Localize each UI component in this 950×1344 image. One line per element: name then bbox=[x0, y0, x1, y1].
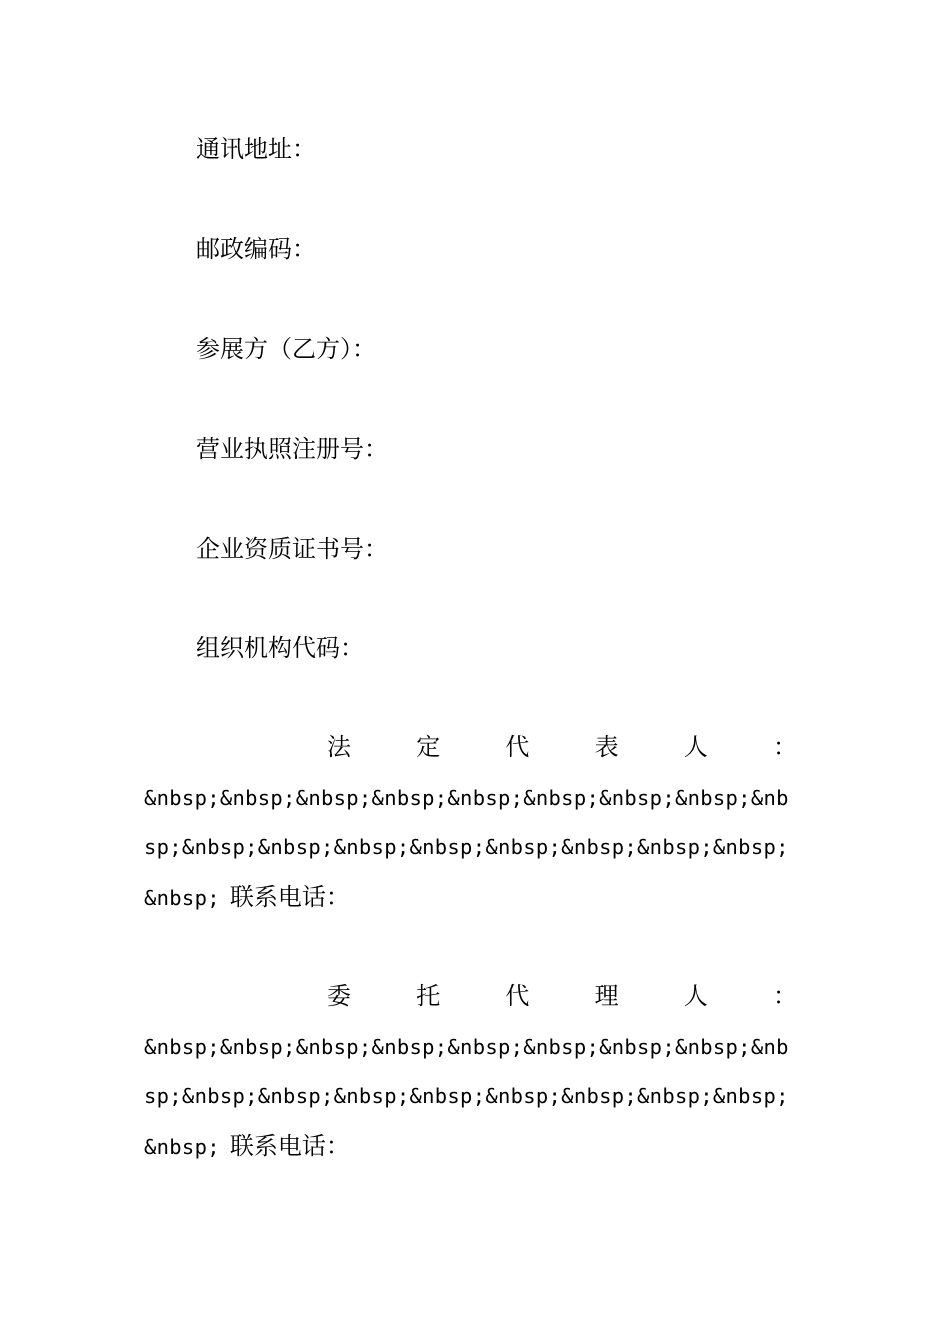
agent-char: 人 bbox=[683, 982, 708, 1010]
business-license-label: 营业执照注册号： bbox=[196, 435, 388, 463]
legal-rep-filler-text: &nbsp; bbox=[144, 886, 220, 910]
agent-phone-label: 联系电话： bbox=[229, 1132, 350, 1160]
legal-rep-char: ： bbox=[772, 733, 797, 761]
party-b-label: 参展方（乙方）： bbox=[196, 335, 376, 363]
legal-rep-char: 定 bbox=[416, 733, 441, 761]
legal-rep-label bbox=[327, 732, 797, 762]
legal-rep-phone-line bbox=[144, 882, 350, 913]
legal-rep-char: 表 bbox=[594, 733, 619, 761]
address-label: 通讯地址： bbox=[196, 135, 316, 163]
agent-filler-text: &nbsp; bbox=[144, 1135, 220, 1159]
qualification-cert-label: 企业资质证书号： bbox=[196, 535, 388, 563]
agent-filler-line: sp;&nbsp;&nbsp;&nbsp;&nbsp;&nbsp;&nbsp;&nbsp;&nbsp; bbox=[144, 1084, 789, 1108]
agent-char: 理 bbox=[594, 982, 619, 1010]
agent-char: 委 bbox=[327, 982, 351, 1010]
legal-rep-char: 法 bbox=[327, 733, 351, 761]
agent-label bbox=[327, 981, 797, 1011]
agent-char: 代 bbox=[505, 982, 530, 1010]
legal-rep-phone-label: 联系电话： bbox=[229, 883, 350, 911]
org-code-label: 组织机构代码： bbox=[196, 634, 364, 662]
agent-filler-line: &nbsp;&nbsp;&nbsp;&nbsp;&nbsp;&nbsp;&nbsp;&nbsp;&nb bbox=[144, 1035, 789, 1059]
legal-rep-char: 人 bbox=[683, 733, 708, 761]
agent-char: 托 bbox=[416, 982, 441, 1010]
legal-rep-char: 代 bbox=[505, 733, 530, 761]
postal-code-label: 邮政编码： bbox=[196, 235, 316, 263]
legal-rep-filler-line: sp;&nbsp;&nbsp;&nbsp;&nbsp;&nbsp;&nbsp;&nbsp;&nbsp; bbox=[144, 835, 789, 859]
legal-rep-filler-line: &nbsp;&nbsp;&nbsp;&nbsp;&nbsp;&nbsp;&nbsp;&nbsp;&nb bbox=[144, 786, 789, 810]
agent-phone-line bbox=[144, 1131, 350, 1162]
agent-char: ： bbox=[772, 982, 797, 1010]
